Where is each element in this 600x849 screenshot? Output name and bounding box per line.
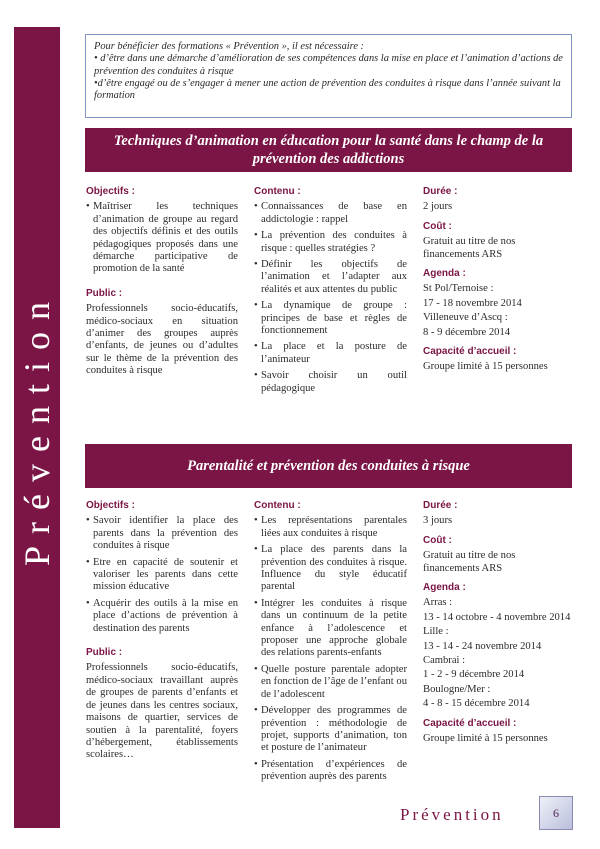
section1-left-column [86,186,238,386]
contenu-item: • Présentation d’expériences de prévention auprès des parents [254,759,407,784]
section2-middle-column [254,500,407,788]
objectifs-heading: Objectifs : [86,500,135,511]
cout-value: Gratuit au titre de nos financements ARS [423,236,516,260]
agenda-line: 17 - 18 novembre 2014 [423,297,522,309]
sidebar-band [14,27,60,828]
capacite-value: Groupe limité à 15 personnes [423,361,548,373]
contenu-heading: Contenu : [254,500,301,511]
intro-line: Pour bénéficier des formations « Prévention », il est nécessaire : [94,41,365,52]
public-heading: Public : [86,647,123,659]
sidebar-title: Prévention [17,289,57,566]
contenu-item: • Les représentations parentales liées aux conduites à risque [254,515,407,540]
agenda-line: Arras : [423,597,453,609]
capacite-heading: Capacité d’accueil : [423,717,517,729]
agenda-line: Boulogne/Mer : [423,683,491,695]
public-text: Professionnels socio-éducatifs, médico-sociaux en situation d’animer des groupes auprès d’enfants, de jeunes ou d’adultes sur le thème de la prévention des conduites à risque [86,303,238,377]
agenda-line: Villeneuve d’Ascq : [423,312,508,324]
agenda-line: Cambrai : [423,655,466,667]
public-heading: Public : [86,287,123,299]
contenu-item: • La place et la posture de l’animateur [254,341,407,366]
agenda-line: 13 - 14 - 24 novembre 2014 [423,640,542,652]
public-text: Professionnels socio-éducatifs, médico-sociaux travaillant auprès de groupes de parents d’enfants et de jeunes dans les centres sociaux, maisons de quartier, services de soutien à la parentalité, foyers d’hébergement, établissements scolaires… [86,662,238,761]
contenu-item: • Développer des programmes de prévention : méthodologie de projet, supports d’animation, ton et posture de l’animateur [254,705,407,755]
cout-heading: Coût : [423,220,452,232]
section1-title-banner [85,128,572,172]
agenda-line: 8 - 9 décembre 2014 [423,326,511,338]
contenu-item: • Définir les objectifs de l’animation et l’adapter aux réalités et aux attentes du public [254,259,407,296]
section2-left-column [86,500,238,770]
contenu-item: • Intégrer les conduites à risque dans un continuum de la petite enfance à l’adolescence et proposer une approche globale des relations parents-enfants [254,598,407,660]
contenu-heading: Contenu : [254,186,301,197]
objectif-item: • Savoir identifier la place des parents dans la prévention des conduites à risque [86,515,238,552]
section2-right-column [423,500,573,748]
agenda-line: Lille : [423,626,449,638]
contenu-item: • La prévention des conduites à risque : quelles stratégies ? [254,230,407,255]
section2-title: Parentalité et prévention des conduites à risque [187,458,470,474]
duree-value: 2 jours [423,201,453,213]
section1-middle-column [254,186,407,399]
agenda-heading: Agenda : [423,268,466,280]
duree-value: 3 jours [423,515,453,527]
capacite-value: Groupe limité à 15 personnes [423,733,548,745]
duree-heading: Durée : [423,500,458,511]
objectif-item: • Maîtriser les techniques d’animation de groupe au regard des objectifs définis et des outils pédagogiques proposés dans une démarche participative de promotion de la santé [86,201,238,275]
contenu-item: • La place des parents dans la prévention des conduites à risque. Influence du style éducatif parental [254,544,407,594]
capacite-heading: Capacité d’accueil : [423,346,517,358]
page-number-badge [539,796,573,830]
section1-right-column [423,186,573,376]
section2-title-banner [85,444,572,488]
intro-box [85,34,572,118]
agenda-line: 13 - 14 octobre - 4 novembre 2014 [423,611,571,623]
cout-heading: Coût : [423,534,452,546]
page-number: 6 [553,805,559,820]
intro-line: •d’être engagé ou de s’engager à mener une action de prévention des conduites à risque dans l’année suivant la formation [94,77,561,102]
cout-value: Gratuit au titre de nos financements ARS [423,550,516,574]
duree-heading: Durée : [423,186,458,197]
contenu-item: • Quelle posture parentale adopter en fonction de l’âge de l’enfant ou de l’adolescent [254,664,407,701]
section1-title: Techniques d’animation en éducation pour la santé dans le champ de la prévention des addictions [113,133,544,167]
intro-line: • d’être dans une démarche d’amélioration de ses compétences dans la mise en place et l’animation d’actions de prévention des conduites à risque [94,53,563,77]
objectifs-heading: Objectifs : [86,186,135,197]
objectif-item: • Acquérir des outils à la mise en place d’actions de prévention à destination des parents [86,598,238,635]
contenu-item: • La dynamique de groupe : principes de base et règles de fonctionnement [254,300,407,337]
agenda-line: St Pol/Ternoise : [423,283,494,295]
agenda-heading: Agenda : [423,582,466,594]
footer-title: Prévention [400,805,504,824]
agenda-line: 1 - 2 - 9 décembre 2014 [423,669,525,681]
contenu-item: • Savoir choisir un outil pédagogique [254,370,407,395]
objectif-item: • Etre en capacité de soutenir et valoriser les parents dans cette mission éducative [86,557,238,594]
agenda-line: 4 - 8 - 15 décembre 2014 [423,698,530,710]
contenu-item: • Connaissances de base en addictologie : rappel [254,201,407,226]
